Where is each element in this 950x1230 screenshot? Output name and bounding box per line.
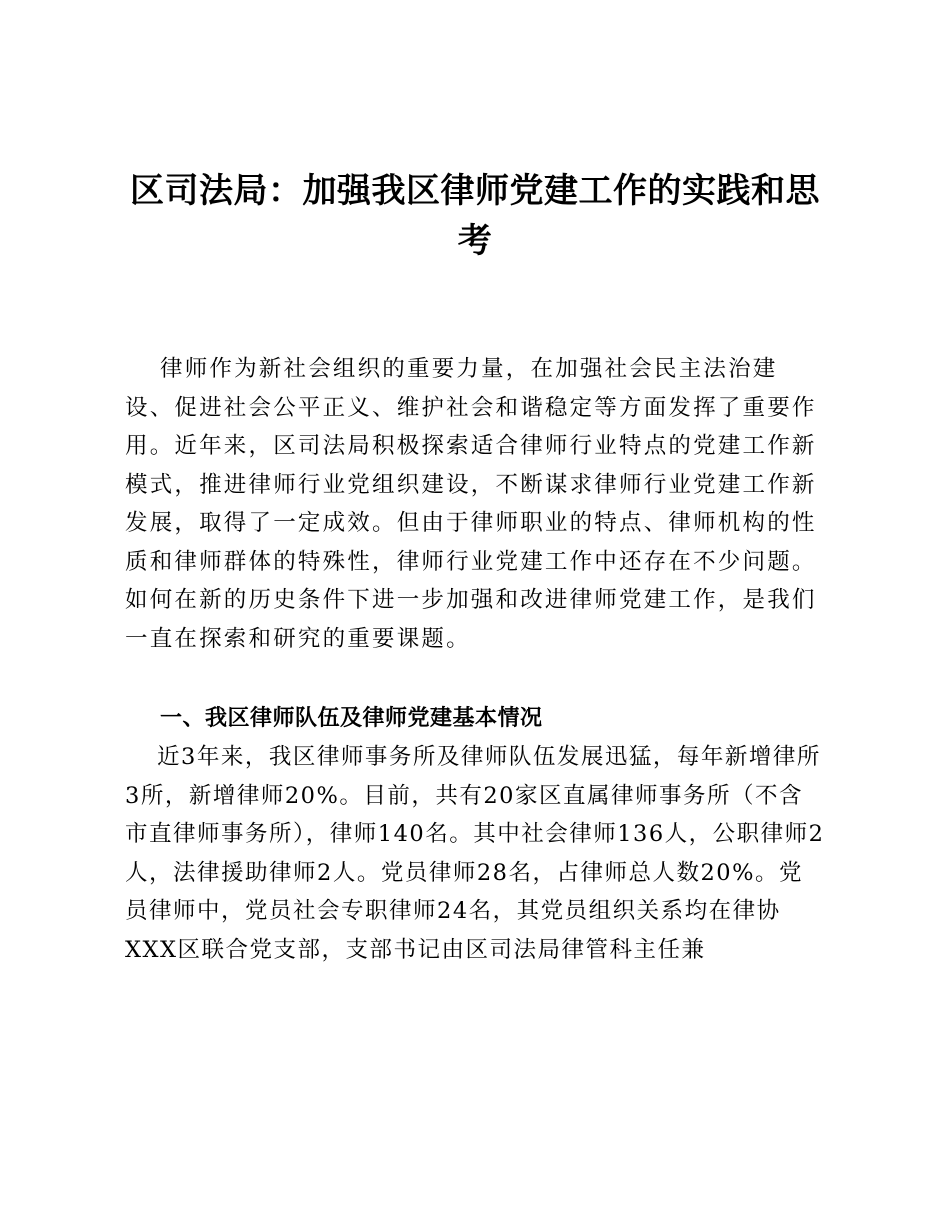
section-paragraph: 近3年来，我区律师事务所及律师队伍发展迅猛，每年新增律所3所，新增律师20%。目前，共有20家区直属律师事务所（不含市直律师事务所），律师140名。其中社会律师136人，公职律师2人，法律援助律师2人。党员律师28名，占律师总人数20%。党员律师中，党员社会专职律师24名，其党员组织关系均在律协XXX区联合党支部，支部书记由区司法局律管科主任兼 <box>125 744 825 963</box>
intro-paragraph: 律师作为新社会组织的重要力量，在加强社会民主法治建设、促进社会公平正义、维护社会和谐稳定等方面发挥了重要作用。近年来，区司法局积极探索适合律师行业特点的党建工作新模式，推进律师行业党组织建设，不断谋求律师行业党建工作新发展，取得了一定成效。但由于律师职业的特点、律师机构的性质和律师群体的特殊性，律师行业党建工作中还存在不少问题。如何在新的历史条件下进一步加强和改进律师党建工作，是我们一直在探索和研究的重要课题。 <box>125 356 817 652</box>
document-title: 区司法局：加强我区律师党建工作的实践和思考 <box>130 171 820 261</box>
section-heading: 一、我区律师队伍及律师党建基本情况 <box>160 706 543 731</box>
